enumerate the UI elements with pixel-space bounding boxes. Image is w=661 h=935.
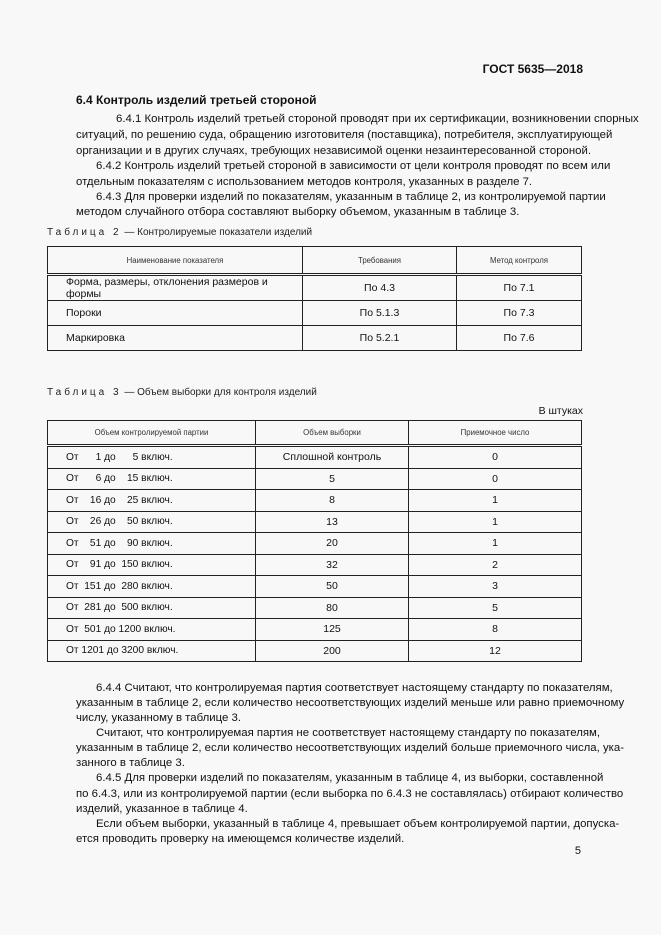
text-line: указанным в таблице 2, если количество несоответствующих изделий больше приемочного числа, ука- [76, 742, 625, 754]
text-line: изделий, указанное в таблице 4. [76, 803, 248, 815]
table-row [48, 446, 582, 469]
table-cell: Маркировка [48, 326, 303, 351]
text-line: по 6.4.3, или из контролируемой партии (если выборка по 6.4.3 не составлялась) отбирают количество [76, 788, 624, 800]
table-cell: По 7.3 [457, 301, 582, 326]
table3-header-lot-size: Объем контролируемой партии [48, 421, 256, 446]
table-cell: 12 [409, 640, 582, 662]
table-row [48, 533, 582, 555]
table3-header-sample-size: Объем выборки [256, 421, 409, 446]
section-title: 6.4 Контроль изделий третьей стороной [76, 93, 317, 107]
table2-caption-prefix: Таблица 2 [47, 227, 122, 238]
text-line: отдельным показателям с использованием методов контроля, указанных в разделе 7. [76, 176, 533, 188]
table-row [48, 576, 582, 598]
table-cell: 3 [409, 576, 582, 598]
table-cell: От 151 до 280 включ. [48, 576, 256, 598]
table-cell: Форма, размеры, отклонения размеров и формы [48, 275, 303, 301]
table-row [48, 597, 582, 619]
text-line: 6.4.4 Считают, что контролируемая партия соответствует настоящему стандарту по показателям, [96, 682, 613, 694]
table-row [48, 326, 582, 351]
page-number: 5 [574, 845, 581, 857]
table-row [48, 301, 582, 326]
table-cell: От 501 до 1200 включ. [48, 619, 256, 641]
table-row [48, 468, 582, 490]
table-cell: Пороки [48, 301, 303, 326]
table-cell: От 51 до 90 включ. [48, 533, 256, 555]
table-cell: 2 [409, 554, 582, 576]
table-cell: 5 [256, 468, 409, 490]
table3-unit-label: В штуках [538, 405, 583, 417]
table-cell: 80 [256, 597, 409, 619]
table-cell: 13 [256, 511, 409, 533]
table-cell: 200 [256, 640, 409, 662]
table-cell: 1 [409, 533, 582, 555]
table-cell: 0 [409, 446, 582, 469]
document-id-header: ГОСТ 5635—2018 [482, 62, 583, 76]
table-cell: От 1201 до 3200 включ. [48, 640, 256, 662]
table-cell: По 5.2.1 [303, 326, 457, 351]
table2 [47, 246, 582, 351]
table-cell: По 7.6 [457, 326, 582, 351]
table-cell: 1 [409, 490, 582, 512]
table-row [48, 511, 582, 533]
table-cell: По 7.1 [457, 275, 582, 301]
table-cell: 0 [409, 468, 582, 490]
text-line: Если объем выборки, указанный в таблице 4, превышает объем контролируемой партии, допуска- [96, 818, 620, 830]
table3-caption [47, 387, 317, 398]
table3-caption-prefix: Таблица 3 [47, 387, 122, 398]
table-cell: 8 [256, 490, 409, 512]
table2-caption [47, 227, 312, 238]
text-line: организации и в других случаях, требующих независимой оценки незаинтересованной стороной. [76, 145, 592, 157]
table-cell: От 281 до 500 включ. [48, 597, 256, 619]
table-row [48, 554, 582, 576]
text-line: ется проводить проверку на имеющемся количестве изделий. [76, 833, 405, 845]
table-row [48, 619, 582, 641]
table-cell: От 1 до 5 включ. [48, 446, 256, 469]
table-row [48, 640, 582, 662]
text-line: 6.4.3 Для проверки изделий по показателям, указанным в таблице 2, из контролируемой партии [96, 191, 606, 203]
table-cell: 1 [409, 511, 582, 533]
table-cell: По 5.1.3 [303, 301, 457, 326]
table2-header-name: Наименование показателя [48, 247, 303, 275]
table3 [47, 420, 582, 662]
table2-caption-text: — Контролируемые показатели изделий [121, 227, 313, 238]
table3-caption-text: — Объем выборки для контроля изделий [121, 387, 317, 398]
table-row [48, 490, 582, 512]
table-cell: 125 [256, 619, 409, 641]
table-cell: 50 [256, 576, 409, 598]
table-cell: От 16 до 25 включ. [48, 490, 256, 512]
table2-header-method: Метод контроля [457, 247, 582, 275]
text-line: 6.4.1 Контроль изделий третьей стороной проводят при их сертификации, возникновении спорных [116, 113, 639, 125]
text-line: указанным в таблице 2, если количество несоответствующих изделий меньше или равно приемочному [76, 697, 625, 709]
text-line: ситуаций, по решению суда, обращению изготовителя (поставщика), потребителя, эксплуатирующей [76, 129, 613, 141]
text-line: 6.4.5 Для проверки изделий по показателям, указанным в таблице 4, из выборки, составленной [96, 772, 604, 784]
text-line: 6.4.2 Контроль изделий третьей стороной в зависимости от цели контроля проводят по всем или [96, 160, 611, 172]
table-cell: От 6 до 15 включ. [48, 468, 256, 490]
table2-header-requirements: Требования [303, 247, 457, 275]
text-line: занного в таблице 3. [76, 757, 185, 769]
table-row [48, 275, 582, 301]
table-cell: 8 [409, 619, 582, 641]
text-line: Считают, что контролируемая партия не соответствует настоящему стандарту по показателям, [96, 727, 601, 739]
text-line: числу, указанному в таблице 3. [76, 712, 242, 724]
table-cell: По 4.3 [303, 275, 457, 301]
table-cell: 20 [256, 533, 409, 555]
table-cell: От 91 до 150 включ. [48, 554, 256, 576]
text-line: методом случайного отбора составляют выборку объемом, указанным в таблице 3. [76, 206, 520, 218]
table-cell: Сплошной контроль [256, 446, 409, 469]
table-cell: 32 [256, 554, 409, 576]
table-cell: От 26 до 50 включ. [48, 511, 256, 533]
table-cell: 5 [409, 597, 582, 619]
table3-header-acceptance-number: Приемочное число [409, 421, 582, 446]
